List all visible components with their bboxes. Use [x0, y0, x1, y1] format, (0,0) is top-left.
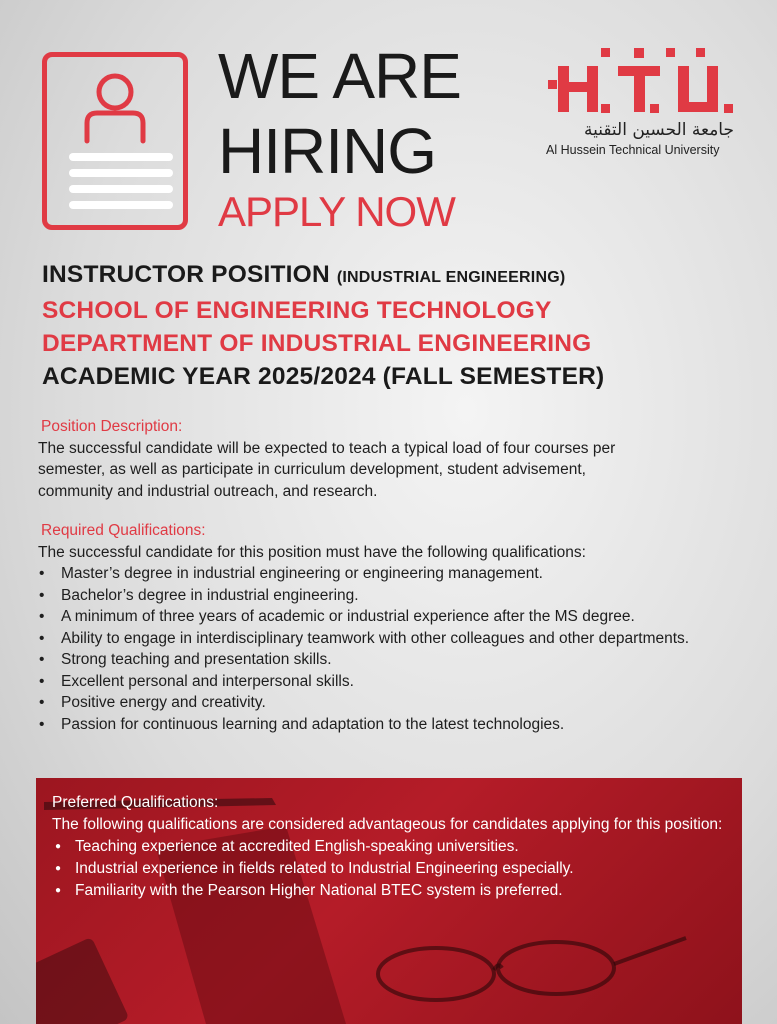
school-title: SCHOOL OF ENGINEERING TECHNOLOGY: [42, 297, 552, 324]
hero-line-2: HIRING: [218, 115, 436, 187]
description-line: semester, as well as participate in curriculum development, student advisement,: [38, 461, 586, 478]
hero-line-1: WE ARE: [218, 40, 461, 112]
list-item: • Positive energy and creativity.: [38, 692, 738, 714]
position-name: INSTRUCTOR POSITION: [42, 261, 330, 288]
required-intro: The successful candidate for this position must have the following qualifications:: [38, 543, 586, 561]
required-qualifications-section: [38, 520, 738, 735]
logo-english-name: Al Hussein Technical University: [546, 143, 720, 157]
position-description-heading: Position Description:: [41, 418, 183, 435]
apply-now-text: APPLY NOW: [218, 188, 455, 235]
list-item: • Bachelor’s degree in industrial engineering.: [38, 585, 738, 607]
resume-document-icon: [42, 52, 188, 230]
preferred-list: [52, 836, 732, 902]
htu-logo-mark: [546, 40, 736, 116]
list-item: • Ability to engage in interdisciplinary teamwork with other colleagues and other departments.: [38, 628, 691, 650]
preferred-qualifications-section: [52, 792, 732, 902]
required-qualifications-heading: Required Qualifications:: [41, 522, 206, 539]
list-item: • Excellent personal and interpersonal skills.: [38, 671, 738, 693]
preferred-qualifications-heading: Preferred Qualifications:: [52, 794, 219, 811]
description-line: The successful candidate will be expected to teach a typical load of four courses per: [38, 439, 616, 457]
academic-year-title: ACADEMIC YEAR 2025/2024 (FALL SEMESTER): [42, 363, 605, 390]
preferred-intro: The following qualifications are considered advantageous for candidates applying for this position:: [52, 816, 723, 833]
position-description-section: [38, 416, 738, 502]
position-title: [42, 258, 604, 294]
job-title-block: [42, 258, 604, 393]
department-title: DEPARTMENT OF INDUSTRIAL ENGINEERING: [42, 330, 592, 357]
hero-heading: [218, 40, 461, 235]
list-item: ● Industrial experience in fields related to Industrial Engineering especially.: [52, 858, 732, 880]
list-item: • Strong teaching and presentation skills.: [38, 649, 738, 671]
list-item: • Master’s degree in industrial engineering or engineering management.: [38, 563, 738, 585]
list-item: ● Familiarity with the Pearson Higher National BTEC system is preferred.: [52, 880, 732, 902]
description-line: community and industrial outreach, and research.: [38, 482, 378, 500]
required-list: [38, 563, 738, 735]
list-item: • A minimum of three years of academic or industrial experience after the MS degree.: [38, 606, 738, 628]
position-subtitle: (INDUSTRIAL ENGINEERING): [336, 269, 566, 286]
list-item: • Passion for continuous learning and adaptation to the latest technologies.: [38, 714, 738, 736]
htu-logo: [546, 40, 736, 157]
list-item: ● Teaching experience at accredited English-speaking universities.: [52, 836, 732, 858]
logo-arabic-name: جامعة الحسين التقنية: [583, 120, 734, 140]
preferred-qualifications-panel: [36, 778, 742, 1024]
